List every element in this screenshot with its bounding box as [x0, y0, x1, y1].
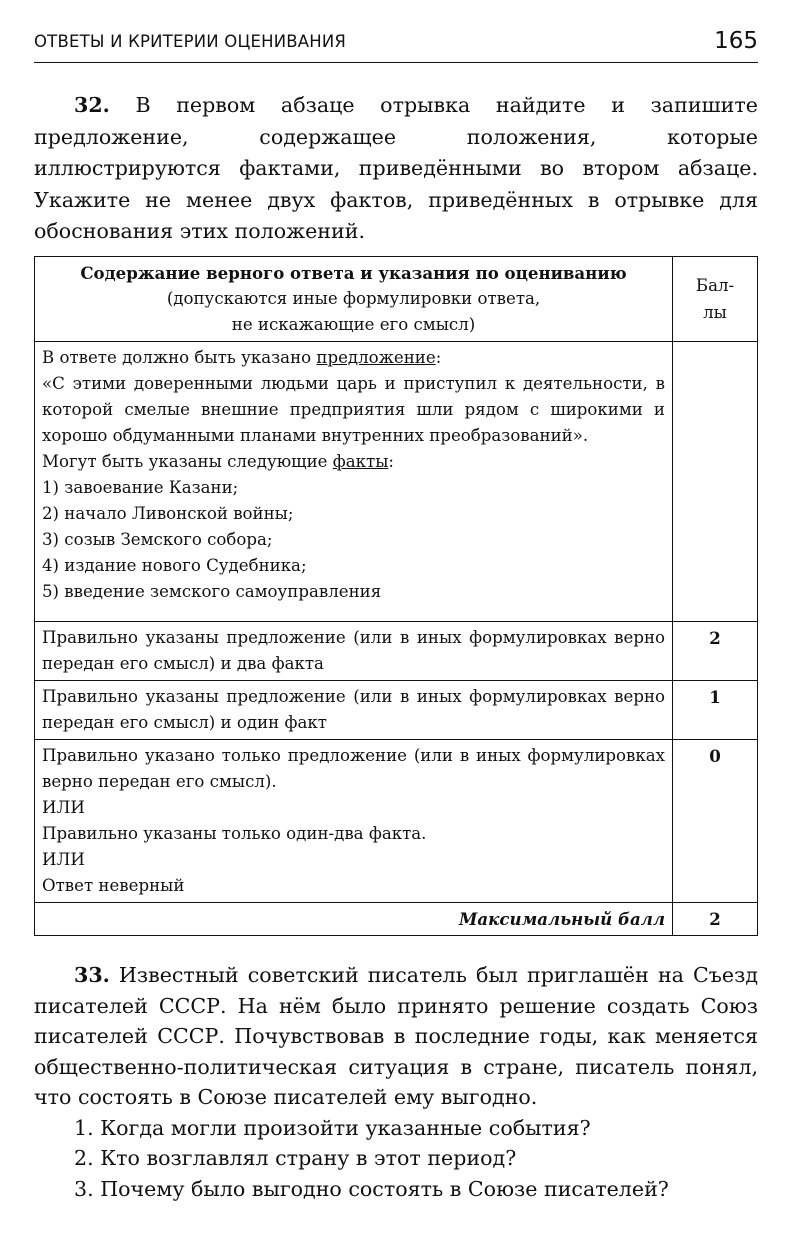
content-header-note-2: не искажающие его смысл) [231, 315, 476, 334]
question-33 [34, 960, 758, 1204]
question-32-number: 32. [74, 93, 110, 117]
criteria-table [34, 256, 758, 936]
question-33-number: 33. [74, 963, 110, 987]
running-head-title: ОТВЕТЫ И КРИТЕРИИ ОЦЕНИВАНИЯ [34, 32, 347, 51]
points-column-header [673, 257, 758, 342]
content-header-note-1: (допускаются иные формулировки ответа, [166, 289, 541, 308]
zero-criterion-cell [35, 740, 673, 903]
sub-question: 1. Когда могли произойти указанные события? [74, 1115, 591, 1140]
question-33-text: Известный советский писатель был приглашён на Съезд писателей СССР. На нём было принято решение создать Союз писателей СССР. Почувствовав в последние годы, как меняется общественно-политическая ситуация в стране, писатель понял, что состоять в Союзе писателей ему выгодно. [34, 963, 758, 1109]
fact-item: 3) созыв Земского собора; [42, 530, 273, 549]
zero-criterion-points: 0 [673, 740, 758, 903]
answer-intro: В ответе должно быть указано предложение: [42, 348, 442, 367]
question-33-stem [34, 960, 758, 1113]
facts-intro: Могут быть указаны следующие факты: [42, 452, 394, 471]
zero-criterion-line-1: Правильно указано только предложение (или в иных формулировках верно передан его смысл). [42, 746, 665, 791]
criterion-row-zero [35, 740, 758, 903]
max-score-label: Максимальный балл [35, 903, 673, 936]
fact-item: 5) введение земского самоуправления [42, 582, 382, 601]
max-score-points: 2 [673, 903, 758, 936]
criteria-table-header [35, 257, 758, 342]
content-header-title: Содержание верного ответа и указания по оцениванию [80, 263, 627, 283]
criterion-text: Правильно указаны предложение (или в иных формулировках верно передан его смысл) и два факта [35, 622, 673, 681]
fact-item: 1) завоевание Казани; [42, 478, 239, 497]
criterion-points: 1 [673, 681, 758, 740]
answer-quote: «С этими доверенными людьми царь и приступил к деятельности, в которой смелые внешние предприятия шли рядом с широкими и хорошо обдуманными планами внутренних преобразований». [42, 374, 665, 445]
answer-content-cell [35, 342, 673, 622]
zero-criterion-line-2: Правильно указаны только один-два факта. [42, 824, 427, 843]
content-column-header [35, 257, 673, 342]
or-separator: ИЛИ [42, 798, 85, 817]
criterion-row [35, 622, 758, 681]
question-32-text: В первом абзаце отрывка найдите и запишите предложение, содержащее положения, которые иллюстрируются фактами, приведёнными во втором абзаце. Укажите не менее двух фактов, приведённых в отрывке для обоснования этих положений. [34, 93, 758, 243]
fact-item: 2) начало Ливонской войны; [42, 504, 294, 523]
max-score-row [35, 903, 758, 936]
criterion-row [35, 681, 758, 740]
or-separator: ИЛИ [42, 850, 85, 869]
points-header-line-2: лы [703, 303, 727, 322]
sub-question: 2. Кто возглавлял страну в этот период? [74, 1146, 517, 1170]
criterion-text: Правильно указаны предложение (или в иных формулировках верно передан его смысл) и один факт [35, 681, 673, 740]
question-32 [34, 90, 758, 248]
fact-item: 4) издание нового Судебника; [42, 556, 307, 575]
page-number: 165 [714, 28, 758, 54]
points-header-line-1: Бал- [695, 276, 735, 295]
answer-row [35, 342, 758, 622]
criterion-points: 2 [673, 622, 758, 681]
sub-question: 3. Почему было выгодно состоять в Союзе писателей? [74, 1176, 669, 1201]
running-head [34, 28, 758, 63]
answer-points-cell [673, 342, 758, 622]
zero-criterion-line-3: Ответ неверный [42, 876, 185, 895]
